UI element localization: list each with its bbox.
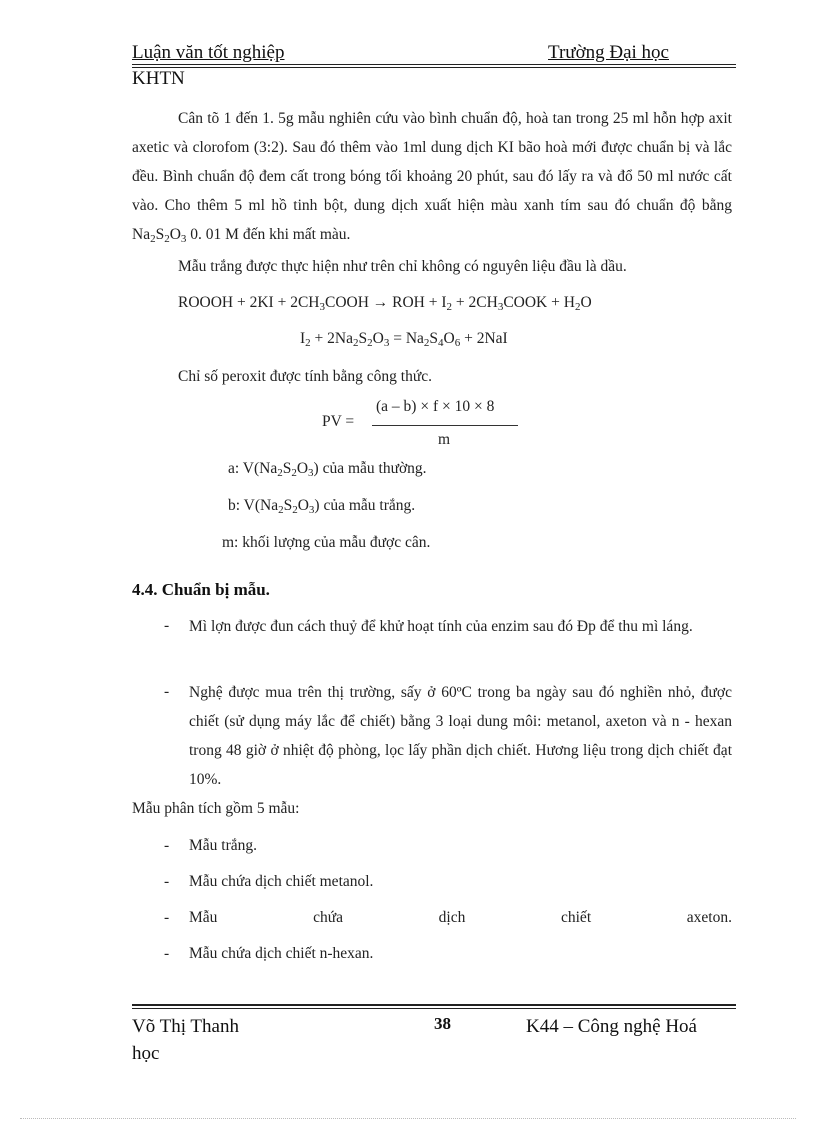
sample-item: Mẫu chứa dịch chiết metanol. — [189, 873, 374, 890]
blank-note: Mẫu trắng được thực hiện như trên chỉ không có nguyên liệu đầu là dầu. — [178, 258, 627, 275]
prep-item: Nghệ được mua trên thị trường, sấy ở 60ºC trong ba ngày sau đó nghiền nhỏ, được chiết (sử dụng máy lắc để chiết) bằng 3 loại dung môi: metanol, axeton và n - hexan trong 48 giờ ở nhiệt độ phòng, lọc lấy phần dịch chiết. Hương liệu trong dịch chiết đạt 10%. — [189, 684, 732, 788]
formula-denominator: m — [438, 431, 451, 448]
footer-author: Võ Thị Thanh — [132, 1016, 239, 1037]
header-second-line: KHTN — [132, 68, 185, 89]
samples-intro: Mẫu phân tích gồm 5 mẫu: — [132, 800, 300, 817]
definition-m: m: khối lượng của mẫu được cân. — [222, 534, 431, 551]
footer-rule — [132, 1004, 736, 1006]
sample-item: Mẫu trắng. — [189, 837, 258, 854]
header-right: Trường Đại học — [548, 42, 669, 63]
titrant-formula: $Na_2S_2O_3$ — [132, 226, 187, 245]
section-heading: 4.4. Chuẩn bị mẫu. — [132, 580, 270, 599]
sample-item: Mẫu chứa dịch chiết n-hexan. — [189, 945, 374, 962]
bullet: - — [164, 909, 170, 926]
prep-item: Mì lợn được đun cách thuỷ để khử hoạt tính của enzim sau đó Đp để thu mì láng. — [189, 618, 693, 635]
header-rule — [132, 64, 736, 65]
footer-course: K44 – Công nghệ Hoá — [526, 1016, 697, 1037]
bullet: - — [164, 837, 170, 854]
equation-2: $I_2 + 2Na_2S_2O_3 = Na_2S_4O_6 + 2NaI$ — [300, 330, 508, 349]
header-left: Luận văn tốt nghiệp — [132, 42, 285, 63]
footer-author-line2: học — [132, 1043, 160, 1064]
bullet: - — [164, 617, 170, 634]
footer-rule-2 — [132, 1008, 736, 1009]
definition-b: b: $V(Na_2S_2O_3)$ của mẫu trắng. — [228, 497, 416, 516]
intro-text: Cân tõ 1 đến 1. 5g mẫu nghiên cứu vào bình chuẩn độ, hoà tan trong 25 ml hỗn hợp axit axetic và clorofom (3:2). Sau đó thêm vào 1ml dung dịch KI bão hoà mới được chuẩn bị và lắc đều. Bình chuẩn độ đem cất trong bóng tối khoảng 20 phút, sau đó lấy ra và đổ 50 ml nước cất vào. Cho thêm 5 ml hồ tinh bột, dung dịch xuất hiện màu xanh tím sau đó chuẩn độ bằng — [132, 110, 732, 214]
bullet: - — [164, 873, 170, 890]
definition-a: a: $V(Na_2S_2O_3)$ của mẫu thường. — [228, 460, 427, 479]
page-edge — [20, 1118, 796, 1119]
fraction-bar — [372, 425, 518, 426]
formula-numerator: (a – b) × f × 10 × 8 — [376, 398, 495, 415]
header-rule-2 — [132, 67, 736, 68]
equation-1: ROOOH + $2KI + 2CH_3COOH$ → ROH + $I_2$ + $2CH_3COOK + H_2O$ — [178, 294, 592, 313]
formula-intro: Chỉ số peroxit được tính bằng công thức. — [178, 368, 433, 385]
bullet: - — [164, 945, 170, 962]
footer-page-number: 38 — [434, 1014, 451, 1033]
titrant-tail: 0. 01 M đến khi mất màu. — [190, 226, 351, 243]
intro-paragraph — [132, 104, 732, 249]
formula-lhs: PV = — [322, 413, 355, 430]
sample-item: Mẫu chứa dịch chiết axeton. — [189, 909, 732, 926]
bullet: - — [164, 683, 170, 700]
